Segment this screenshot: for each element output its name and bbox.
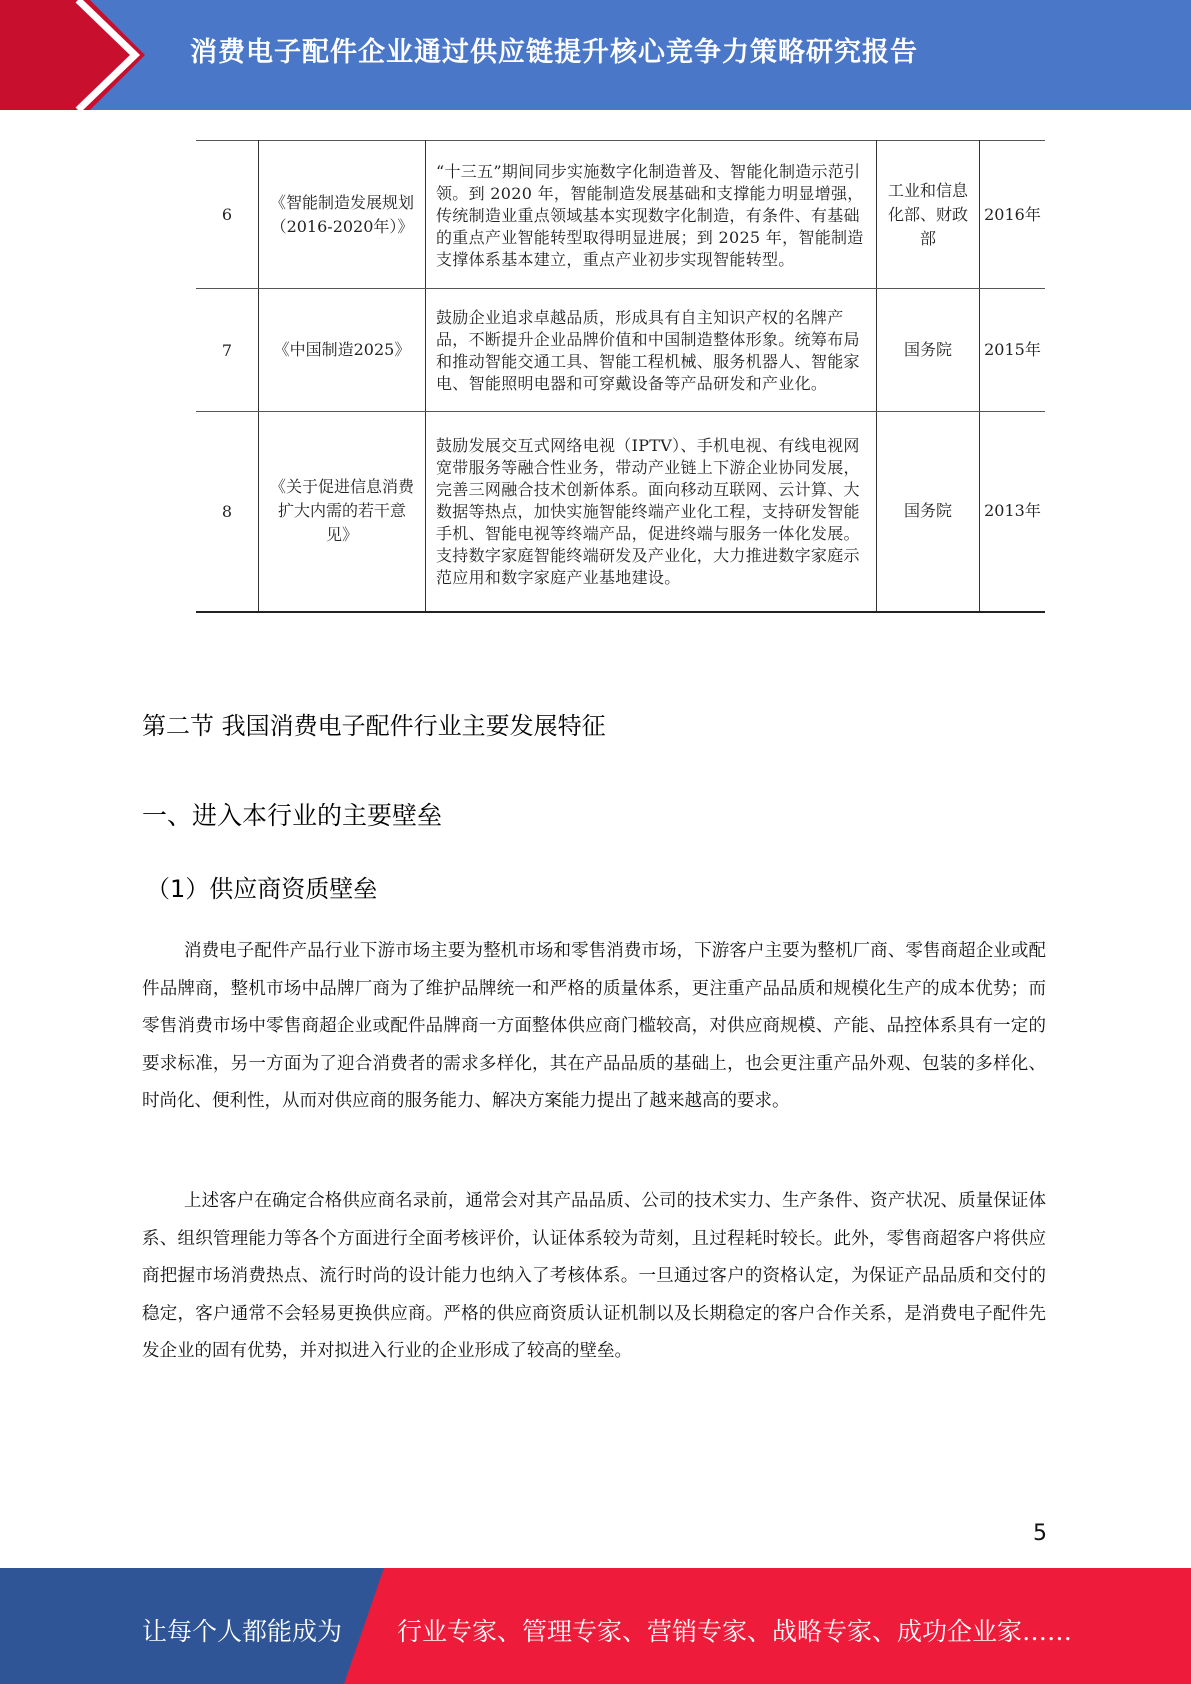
- issuing-department: 工业和信息化部、财政部: [877, 141, 980, 289]
- footer-slogan-right: 行业专家、管理专家、营销专家、战略专家、成功企业家……: [397, 1617, 1073, 1646]
- issue-year: 2013年: [980, 412, 1046, 612]
- row-number: 6: [196, 141, 259, 289]
- row-number: 8: [196, 412, 259, 612]
- page-footer: [0, 1568, 1191, 1684]
- issue-year: 2015年: [980, 289, 1046, 412]
- table-row: [196, 289, 1045, 412]
- issue-year: 2016年: [980, 141, 1046, 289]
- heading-level-1: 一、进入本行业的主要壁垒: [142, 801, 443, 830]
- body-paragraph: 上述客户在确定合格供应商名录前，通常会对其产品品质、公司的技术实力、生产条件、资产状况、质量保证体系、组织管理能力等各个方面进行全面考核评价，认证体系较为苛刻，且过程耗时较长。此外，零售商超客户将供应商把握市场消费热点、流行时尚的设计能力也纳入了考核体系。一旦通过客户的资格认定，为保证产品品质和交付的稳定，客户通常不会轻易更换供应商。严格的供应商资质认证机制以及长期稳定的客户合作关系，是消费电子配件先发企业的固有优势，并对拟进入行业的企业形成了较高的壁垒。: [142, 1191, 1046, 1361]
- heading-level-2: （1）供应商资质壁垒: [146, 875, 378, 903]
- body-paragraph: 消费电子配件产品行业下游市场主要为整机市场和零售消费市场，下游客户主要为整机厂商、零售商超企业或配件品牌商，整机市场中品牌厂商为了维护品牌统一和严格的质量体系，更注重产品品质和规模化生产的成本优势；而零售消费市场中零售商超企业或配件品牌商一方面整体供应商门槛较高，对供应商规模、产能、品控体系具有一定的要求标准，另一方面为了迎合消费者的需求多样化，其在产品品质的基础上，也会更注重产品外观、包装的多样化、时尚化、便利性，从而对供应商的服务能力、解决方案能力提出了越来越高的要求。: [142, 941, 1046, 1111]
- header-chevron-decoration: [0, 0, 160, 110]
- policy-name: 《关于促进信息消费扩大内需的若干意见》: [259, 412, 426, 612]
- policy-name: 《智能制造发展规划（2016-2020年）》: [259, 141, 426, 289]
- issuing-department: 国务院: [877, 289, 980, 412]
- footer-slogan-left: 让每个人都能成为: [142, 1617, 343, 1646]
- page-header: [0, 0, 1191, 110]
- page-number: 5: [1033, 1521, 1047, 1546]
- table-row: [196, 412, 1045, 612]
- policy-content: 鼓励发展交互式网络电视（IPTV）、手机电视、有线电视网宽带服务等融合性业务，带动产业链上下游企业协同发展，完善三网融合技术创新体系。面向移动互联网、云计算、大数据等热点，加快实施智能终端产业化工程，支持研发智能手机、智能电视等终端产品，促进终端与服务一体化发展。支持数字家庭智能终端研发及产业化，大力推进数字家庭示范应用和数字家庭产业基地建设。: [426, 412, 877, 612]
- row-number: 7: [196, 289, 259, 412]
- section-title: 第二节 我国消费电子配件行业主要发展特征: [142, 712, 606, 740]
- issuing-department: 国务院: [877, 412, 980, 612]
- table-row: [196, 141, 1045, 289]
- policy-name: 《中国制造2025》: [259, 289, 426, 412]
- document-title: 消费电子配件企业通过供应链提升核心竞争力策略研究报告: [190, 37, 918, 68]
- policy-table: [196, 140, 1045, 613]
- policy-content: “十三五”期间同步实施数字化制造普及、智能化制造示范引领。到 2020 年，智能制造发展基础和支撑能力明显增强，传统制造业重点领域基本实现数字化制造，有条件、有基础的重点产业智能转型取得明显进展；到 2025 年，智能制造支撑体系基本建立，重点产业初步实现智能转型。: [426, 141, 877, 289]
- policy-content: 鼓励企业追求卓越品质，形成具有自主知识产权的名牌产品，不断提升企业品牌价值和中国制造整体形象。统筹布局和推动智能交通工具、智能工程机械、服务机器人、智能家电、智能照明电器和可穿戴设备等产品研发和产业化。: [426, 289, 877, 412]
